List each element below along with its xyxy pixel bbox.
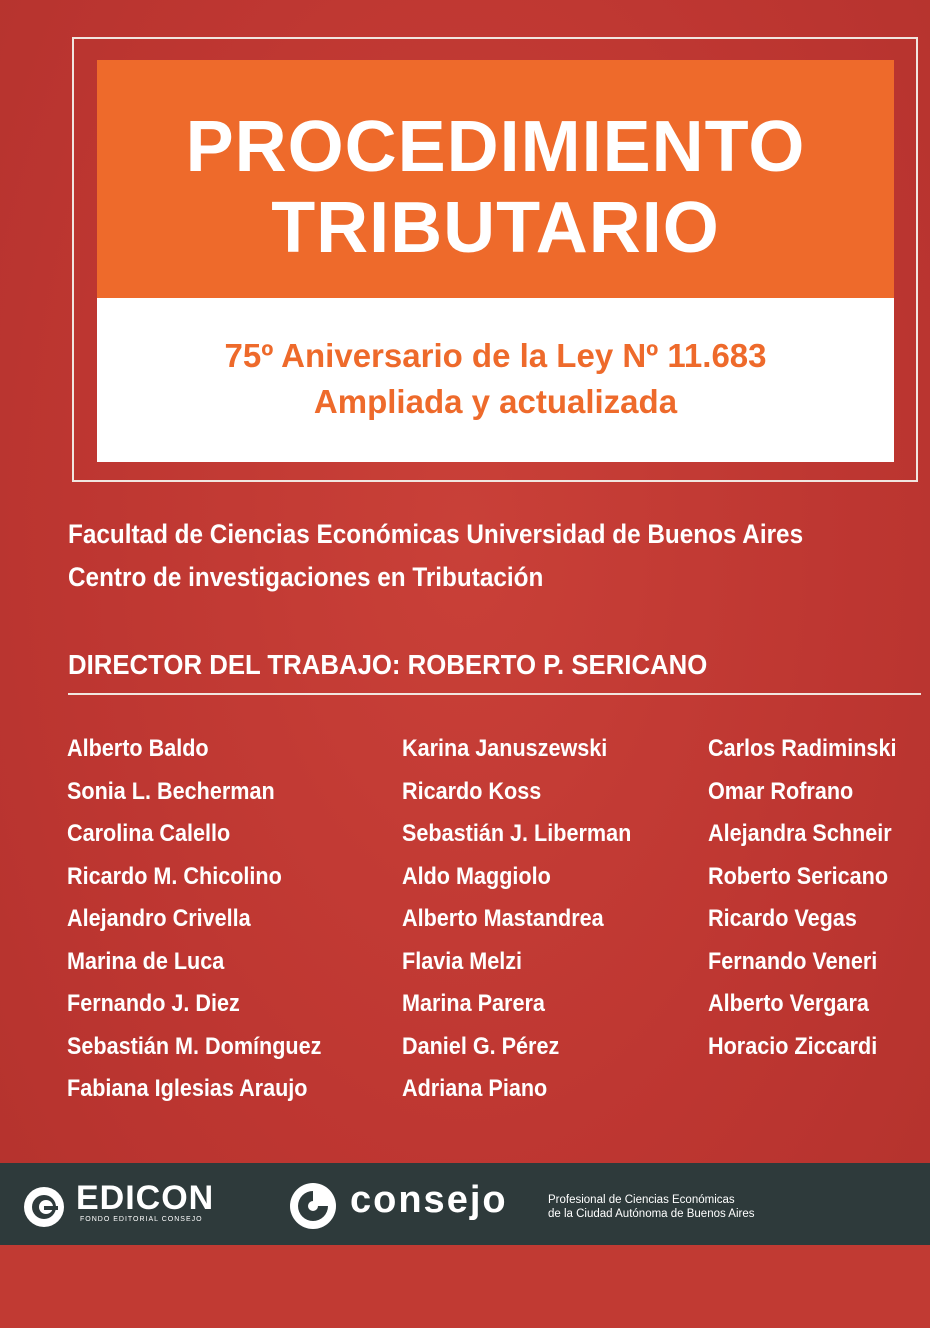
authors-column-1 (67, 728, 350, 1111)
subtitle-box (97, 298, 894, 462)
consejo-description (548, 1193, 755, 1221)
consejo-logo-icon (288, 1181, 338, 1236)
author-name: Alberto Mastandrea (402, 905, 604, 932)
author-name: Sonia L. Becherman (67, 777, 275, 805)
subtitle-line-2: Ampliada y actualizada (313, 383, 678, 420)
authors-column-3 (708, 728, 917, 1068)
author-name: Sebastián M. Domínguez (67, 1032, 322, 1060)
consejo-wordmark: consejo (350, 1179, 508, 1221)
author-name: Alejandra Schneir (708, 820, 892, 847)
author-name: Carlos Radiminski (708, 735, 897, 762)
institution-line-2: Centro de investigaciones en Tributación (68, 562, 544, 592)
author-name: Fernando Veneri (708, 947, 878, 975)
author-name: Marina de Luca (67, 947, 225, 975)
author-name: Omar Rofrano (708, 777, 854, 805)
divider-rule (68, 693, 921, 695)
author-name: Daniel G. Pérez (402, 1032, 560, 1060)
publisher-footer (0, 1163, 930, 1245)
edicon-tagline: FONDO EDITORIAL CONSEJO (80, 1216, 203, 1223)
authors-column-2 (402, 728, 657, 1111)
author-name: Carolina Calello (67, 820, 231, 847)
title-box (97, 60, 894, 298)
author-name: Karina Januszewski (402, 735, 608, 762)
author-name: Fabiana Iglesias Araujo (67, 1075, 308, 1102)
author-name: Adriana Piano (402, 1075, 548, 1102)
consejo-description-line-2: de la Ciudad Autónoma de Buenos Aires (548, 1208, 755, 1220)
author-name: Ricardo Koss (402, 777, 542, 805)
title-line-2: TRIBUTARIO (271, 188, 720, 268)
author-name: Marina Parera (402, 990, 545, 1017)
author-name: Alejandro Crivella (67, 905, 251, 932)
edicon-logo-icon (22, 1185, 66, 1234)
author-name: Alberto Vergara (708, 990, 869, 1017)
title-line-1: PROCEDIMIENTO (185, 107, 806, 187)
consejo-description-line-1: Profesional de Ciencias Económicas (548, 1194, 735, 1206)
author-name: Ricardo M. Chicolino (67, 862, 282, 890)
subtitle-line-1: 75º Aniversario de la Ley Nº 11.683 (224, 337, 767, 374)
cover-bottom-band (0, 1245, 930, 1328)
institution-line-1: Facultad de Ciencias Económicas Universidad de Buenos Aires (68, 519, 804, 549)
author-name: Horacio Ziccardi (708, 1032, 878, 1060)
author-name: Roberto Sericano (708, 862, 889, 890)
edicon-wordmark: EDICON (76, 1179, 215, 1217)
author-name: Flavia Melzi (402, 947, 523, 975)
author-name: Ricardo Vegas (708, 905, 857, 932)
author-name: Aldo Maggiolo (402, 862, 551, 890)
director-line: DIRECTOR DEL TRABAJO: ROBERTO P. SERICANO (68, 649, 708, 680)
author-name: Sebastián J. Liberman (402, 820, 632, 847)
author-name: Alberto Baldo (67, 735, 209, 762)
author-name: Fernando J. Diez (67, 990, 240, 1017)
